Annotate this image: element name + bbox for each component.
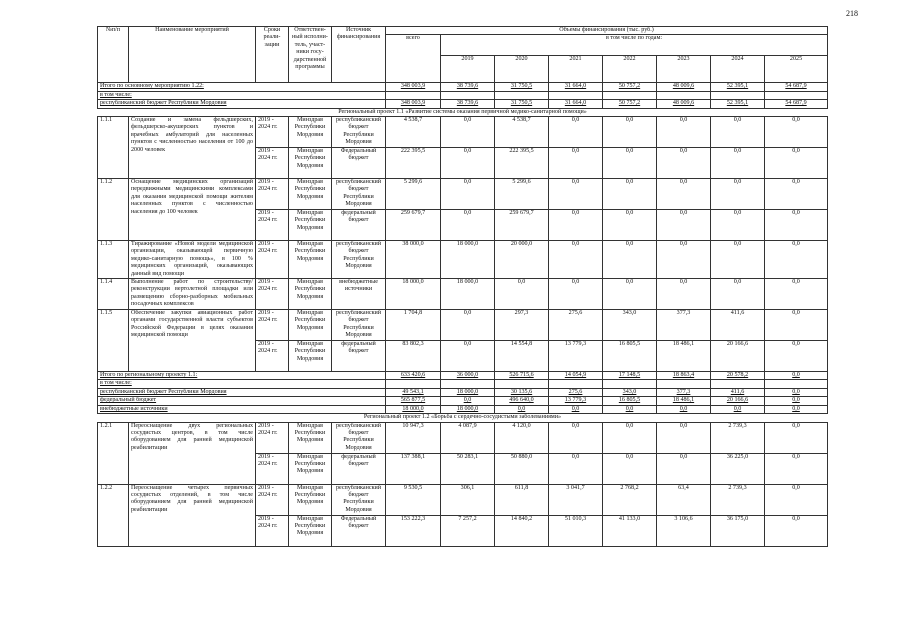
summary-value: 54 687,9 <box>765 83 828 91</box>
table-row <box>98 117 828 148</box>
item-value: 14 840,2 <box>495 515 549 546</box>
item-value: 18 000,0 <box>441 279 495 310</box>
item-value: 0,0 <box>441 341 495 372</box>
item-value: 2 768,2 <box>603 484 657 515</box>
item-value: 0,0 <box>549 279 603 310</box>
summary-value: 48 009,6 <box>657 83 711 91</box>
item-value: 0,0 <box>765 422 828 453</box>
header-terms: Сроки реали- зации <box>256 27 289 83</box>
summary-label: федеральный бюджет <box>98 397 386 405</box>
item-value: 0,0 <box>765 148 828 179</box>
summary-value: 38 739,6 <box>441 83 495 91</box>
empty-cell <box>711 91 765 99</box>
item-value: 411,6 <box>711 310 765 341</box>
item-name: Тиражирование «Новой модели медицинской организации, оказывающей первичную медико-санитарную помощь», в 100 % медицинских организаций, оказывающих данный вид помощи <box>129 241 256 279</box>
summary-value: 0,0 <box>603 405 657 413</box>
summary-label: республиканский бюджет Республики Мордовия <box>98 100 386 108</box>
empty-cell <box>386 380 441 388</box>
item-value: 36 225,0 <box>711 453 765 484</box>
empty-cell <box>549 91 603 99</box>
item-value: 4 538,7 <box>495 117 549 148</box>
summary-budget-row <box>98 405 828 413</box>
item-value: 0,0 <box>657 241 711 279</box>
item-value: 0,0 <box>441 117 495 148</box>
summary-value: 0,0 <box>657 405 711 413</box>
item-value: 2 739,3 <box>711 484 765 515</box>
summary-value: 48 009,6 <box>657 100 711 108</box>
item-responsible: Минздрав Республики Мордовия <box>289 241 332 279</box>
summary-incl-row <box>98 380 828 388</box>
empty-cell <box>603 380 657 388</box>
item-source: Федеральный бюджет <box>332 148 386 179</box>
summary-value: 565 877,5 <box>386 397 441 405</box>
item-value: 50 283,1 <box>441 453 495 484</box>
item-term: 2019 - 2024 гг. <box>256 179 289 210</box>
item-value: 14 554,8 <box>495 341 549 372</box>
item-name: Выполнение работ по строительству/реконструкции вертолетной площадки или размещению сборно-разборных мобильных посадочных комплексов <box>129 279 256 310</box>
table-row <box>98 179 828 210</box>
summary-value: 31 664,0 <box>549 83 603 91</box>
header-year: 2022 <box>603 56 657 83</box>
item-term: 2019 - 2024 гг. <box>256 210 289 241</box>
item-value: 0,0 <box>549 241 603 279</box>
summary-value: 348 003,9 <box>386 100 441 108</box>
item-value: 0,0 <box>603 279 657 310</box>
item-value: 5 299,6 <box>495 179 549 210</box>
item-value: 0,0 <box>765 515 828 546</box>
item-value: 3 106,6 <box>657 515 711 546</box>
item-source: республиканский бюджет Республики Мордовия <box>332 422 386 453</box>
item-value: 0,0 <box>603 453 657 484</box>
item-responsible: Минздрав Республики Мордовия <box>289 310 332 341</box>
item-value: 51 010,3 <box>549 515 603 546</box>
item-value: 0,0 <box>549 210 603 241</box>
item-number: 1.1.5 <box>98 310 129 372</box>
item-source: внебюджетные источники <box>332 279 386 310</box>
item-value: 4 087,9 <box>441 422 495 453</box>
summary-value: 343,0 <box>603 388 657 396</box>
item-value: 0,0 <box>549 422 603 453</box>
item-value: 0,0 <box>711 179 765 210</box>
item-value: 0,0 <box>441 210 495 241</box>
item-value: 297,3 <box>495 310 549 341</box>
summary-value: 30 135,6 <box>495 388 549 396</box>
item-number: 1.2.1 <box>98 422 129 484</box>
item-name: Обеспечение закупки авиационных работ органами государственной власти субъектов Российской Федерации в целях оказания медицинской помощи <box>129 310 256 372</box>
summary-value: 20 166,6 <box>711 397 765 405</box>
summary-value: 633 420,6 <box>386 372 441 380</box>
item-number: 1.2.2 <box>98 484 129 546</box>
empty-cell <box>549 380 603 388</box>
item-source: федеральный бюджет <box>332 341 386 372</box>
item-value: 0,0 <box>657 117 711 148</box>
summary-value: 31 750,5 <box>495 100 549 108</box>
item-value: 0,0 <box>711 148 765 179</box>
item-value: 0,0 <box>765 179 828 210</box>
item-value: 0,0 <box>657 148 711 179</box>
table-row <box>98 310 828 341</box>
summary-label: республиканский бюджет Республики Мордовия <box>98 388 386 396</box>
summary-value: 0,0 <box>441 397 495 405</box>
summary-budget-row <box>98 388 828 396</box>
item-value: 2 739,3 <box>711 422 765 453</box>
summary-value: 348 003,9 <box>386 83 441 91</box>
empty-cell <box>441 91 495 99</box>
item-responsible: Минздрав Республики Мордовия <box>289 210 332 241</box>
item-value: 0,0 <box>657 422 711 453</box>
item-responsible: Минздрав Республики Мордовия <box>289 453 332 484</box>
item-value: 41 133,0 <box>603 515 657 546</box>
header-year: 2024 <box>711 56 765 83</box>
summary-value: 49 543,1 <box>386 388 441 396</box>
summary-label: Итого по основному мероприятию 1.22: <box>98 83 386 91</box>
item-value: 222 395,5 <box>495 148 549 179</box>
item-value: 0,0 <box>603 148 657 179</box>
item-responsible: Минздрав Республики Мордовия <box>289 341 332 372</box>
summary-label: Итого по региональному проекту 1.1: <box>98 372 386 380</box>
summary-value: 0,0 <box>549 405 603 413</box>
financing-table <box>97 26 828 547</box>
table-row <box>98 422 828 453</box>
item-value: 306,1 <box>441 484 495 515</box>
item-value: 259 679,7 <box>495 210 549 241</box>
item-value: 83 802,3 <box>386 341 441 372</box>
item-value: 4 538,7 <box>386 117 441 148</box>
summary-total-row <box>98 83 828 91</box>
item-value: 275,6 <box>549 310 603 341</box>
item-name: Переоснащение двух региональных сосудистых центров, в том числе оборудованием для ранней медицинской реабилитации <box>129 422 256 484</box>
item-value: 259 679,7 <box>386 210 441 241</box>
section-row <box>98 414 828 422</box>
summary-value: 20 578,2 <box>711 372 765 380</box>
item-number: 1.1.1 <box>98 117 129 179</box>
summary-value: 0,0 <box>765 388 828 396</box>
item-value: 0,0 <box>603 241 657 279</box>
page-number: 218 <box>846 9 858 18</box>
item-value: 38 000,0 <box>386 241 441 279</box>
summary-budget-row <box>98 100 828 108</box>
item-value: 0,0 <box>549 148 603 179</box>
item-term: 2019 - 2024 гг. <box>256 117 289 148</box>
item-number: 1.1.2 <box>98 179 129 241</box>
item-source: республиканский бюджет Республики Мордовия <box>332 310 386 341</box>
item-value: 0,0 <box>765 279 828 310</box>
item-value: 0,0 <box>657 179 711 210</box>
header-year: 2019 <box>441 56 495 83</box>
item-source: федеральный бюджет <box>332 210 386 241</box>
empty-cell <box>495 91 549 99</box>
item-value: 5 299,6 <box>386 179 441 210</box>
item-value: 222 395,5 <box>386 148 441 179</box>
summary-value: 18 000,0 <box>386 405 441 413</box>
table-row <box>98 484 828 515</box>
section-title: Региональный проект 1.2 «Борьба с сердечно-сосудистыми заболеваниями» <box>98 414 828 422</box>
header-name: Наименование мероприятий <box>129 27 256 83</box>
empty-cell <box>657 91 711 99</box>
empty-cell <box>657 380 711 388</box>
item-responsible: Минздрав Республики Мордовия <box>289 148 332 179</box>
item-term: 2019 - 2024 гг. <box>256 422 289 453</box>
item-value: 0,0 <box>711 117 765 148</box>
header-responsible: Ответствен- ный исполни- тель, участ- ники госу- дарственной программы <box>289 27 332 83</box>
summary-value: 496 640,0 <box>495 397 549 405</box>
item-value: 0,0 <box>441 179 495 210</box>
item-value: 0,0 <box>765 310 828 341</box>
header-year: 2021 <box>549 56 603 83</box>
summary-value: 0,0 <box>765 372 828 380</box>
table-row <box>98 279 828 310</box>
item-term: 2019 - 2024 гг. <box>256 484 289 515</box>
item-value: 0,0 <box>765 484 828 515</box>
empty-cell <box>441 380 495 388</box>
item-source: республиканский бюджет Республики Мордовия <box>332 179 386 210</box>
summary-value: 526 715,6 <box>495 372 549 380</box>
item-value: 10 947,3 <box>386 422 441 453</box>
item-name: Переоснащение четырех первичных сосудистых отделений, в том числе оборудованием для ранней медицинской реабилитации <box>129 484 256 546</box>
empty-cell <box>603 91 657 99</box>
section-row <box>98 108 828 116</box>
summary-value: 275,6 <box>549 388 603 396</box>
item-value: 0,0 <box>765 241 828 279</box>
item-value: 20 000,0 <box>495 241 549 279</box>
item-value: 0,0 <box>765 341 828 372</box>
summary-value: 54 687,9 <box>765 100 828 108</box>
item-value: 18 000,0 <box>386 279 441 310</box>
header-source: Источник финансирования <box>332 27 386 83</box>
summary-value: 38 739,6 <box>441 100 495 108</box>
summary-value: 0,0 <box>765 405 828 413</box>
item-value: 0,0 <box>765 117 828 148</box>
item-value: 16 805,5 <box>603 341 657 372</box>
item-value: 0,0 <box>657 279 711 310</box>
empty-cell <box>711 380 765 388</box>
item-value: 0,0 <box>603 179 657 210</box>
summary-value: 18 000,0 <box>441 388 495 396</box>
summary-label: внебюджетные источники <box>98 405 386 413</box>
summary-value: 17 148,5 <box>603 372 657 380</box>
summary-incl-row <box>98 91 828 99</box>
empty-cell <box>765 91 828 99</box>
item-term: 2019 - 2024 гг. <box>256 279 289 310</box>
header-year: 2023 <box>657 56 711 83</box>
item-value: 1 704,8 <box>386 310 441 341</box>
header-total: всего <box>386 35 441 83</box>
empty-cell <box>495 380 549 388</box>
header-year: 2020 <box>495 56 549 83</box>
item-name: Оснащение медицинских организаций передвижными медицинскими комплексами для оказания медицинской помощи жителям населенных пунктов с численностью населения до 100 человек <box>129 179 256 241</box>
summary-value: 52 395,1 <box>711 100 765 108</box>
summary-value: 16 805,5 <box>603 397 657 405</box>
summary-value: 0,0 <box>765 397 828 405</box>
table-row <box>98 241 828 279</box>
item-value: 0,0 <box>603 117 657 148</box>
section-title: Региональный проект 1.1 «Развитие системы оказания первичной медико-санитарной помощи» <box>98 108 828 116</box>
item-value: 0,0 <box>657 453 711 484</box>
summary-total-row <box>98 372 828 380</box>
summary-value: 31 750,5 <box>495 83 549 91</box>
item-value: 0,0 <box>711 279 765 310</box>
item-number: 1.1.3 <box>98 241 129 279</box>
summary-value: 377,3 <box>657 388 711 396</box>
summary-value: 50 757,2 <box>603 100 657 108</box>
summary-value: 18 000,0 <box>441 405 495 413</box>
empty-cell <box>765 380 828 388</box>
item-term: 2019 - 2024 гг. <box>256 341 289 372</box>
item-value: 343,0 <box>603 310 657 341</box>
summary-incl: в том числе: <box>98 91 386 99</box>
summary-value: 14 054,9 <box>549 372 603 380</box>
item-term: 2019 - 2024 гг. <box>256 310 289 341</box>
item-value: 0,0 <box>549 117 603 148</box>
item-value: 0,0 <box>441 148 495 179</box>
item-value: 7 257,2 <box>441 515 495 546</box>
item-term: 2019 - 2024 гг. <box>256 148 289 179</box>
item-source: федеральный бюджет <box>332 453 386 484</box>
item-value: 0,0 <box>711 210 765 241</box>
item-responsible: Минздрав Республики Мордовия <box>289 117 332 148</box>
header-by-year: в том числе по годам: <box>441 35 828 56</box>
item-value: 0,0 <box>711 241 765 279</box>
item-value: 63,4 <box>657 484 711 515</box>
summary-value: 36 000,0 <box>441 372 495 380</box>
header-num: №п/п <box>98 27 129 83</box>
item-number: 1.1.4 <box>98 279 129 310</box>
item-value: 0,0 <box>657 210 711 241</box>
summary-value: 52 395,1 <box>711 83 765 91</box>
item-value: 9 530,5 <box>386 484 441 515</box>
item-value: 137 388,1 <box>386 453 441 484</box>
item-value: 0,0 <box>441 310 495 341</box>
item-responsible: Минздрав Республики Мордовия <box>289 515 332 546</box>
summary-value: 0,0 <box>711 405 765 413</box>
item-responsible: Минздрав Республики Мордовия <box>289 484 332 515</box>
empty-cell <box>386 91 441 99</box>
summary-value: 31 664,0 <box>549 100 603 108</box>
item-name: Создание и замена фельдшерских, фельдшерско-акушерских пунктов и врачебных амбулаторий для населенных пунктов с численностью населения от 100 до 2000 человек <box>129 117 256 179</box>
item-value: 36 175,0 <box>711 515 765 546</box>
summary-value: 411,6 <box>711 388 765 396</box>
item-value: 3 041,7 <box>549 484 603 515</box>
summary-budget-row <box>98 397 828 405</box>
item-source: республиканский бюджет Республики Мордовия <box>332 484 386 515</box>
item-responsible: Минздрав Республики Мордовия <box>289 422 332 453</box>
header-row <box>98 27 828 35</box>
item-term: 2019 - 2024 гг. <box>256 453 289 484</box>
item-value: 4 120,0 <box>495 422 549 453</box>
item-term: 2019 - 2024 гг. <box>256 241 289 279</box>
item-value: 153 222,3 <box>386 515 441 546</box>
item-source: республиканский бюджет Республики Мордовия <box>332 117 386 148</box>
item-value: 0,0 <box>495 279 549 310</box>
item-source: республиканский бюджет Республики Мордовия <box>332 241 386 279</box>
item-value: 0,0 <box>549 453 603 484</box>
item-value: 50 880,0 <box>495 453 549 484</box>
summary-value: 18 486,1 <box>657 397 711 405</box>
summary-value: 0,0 <box>495 405 549 413</box>
item-responsible: Минздрав Республики Мордовия <box>289 279 332 310</box>
item-value: 0,0 <box>765 210 828 241</box>
item-value: 13 779,3 <box>549 341 603 372</box>
item-value: 0,0 <box>549 179 603 210</box>
item-value: 18 486,1 <box>657 341 711 372</box>
item-value: 377,3 <box>657 310 711 341</box>
header-year: 2025 <box>765 56 828 83</box>
item-value: 0,0 <box>603 422 657 453</box>
header-volume: Объемы финансирования (тыс. руб.) <box>386 27 828 35</box>
item-value: 0,0 <box>603 210 657 241</box>
item-value: 611,8 <box>495 484 549 515</box>
item-value: 0,0 <box>765 453 828 484</box>
item-value: 20 166,6 <box>711 341 765 372</box>
summary-value: 13 779,3 <box>549 397 603 405</box>
item-term: 2019 - 2024 гг. <box>256 515 289 546</box>
item-responsible: Минздрав Республики Мордовия <box>289 179 332 210</box>
summary-incl: в том числе: <box>98 380 386 388</box>
item-source: Федеральный бюджет <box>332 515 386 546</box>
summary-value: 18 863,4 <box>657 372 711 380</box>
summary-value: 50 757,2 <box>603 83 657 91</box>
item-value: 18 000,0 <box>441 241 495 279</box>
